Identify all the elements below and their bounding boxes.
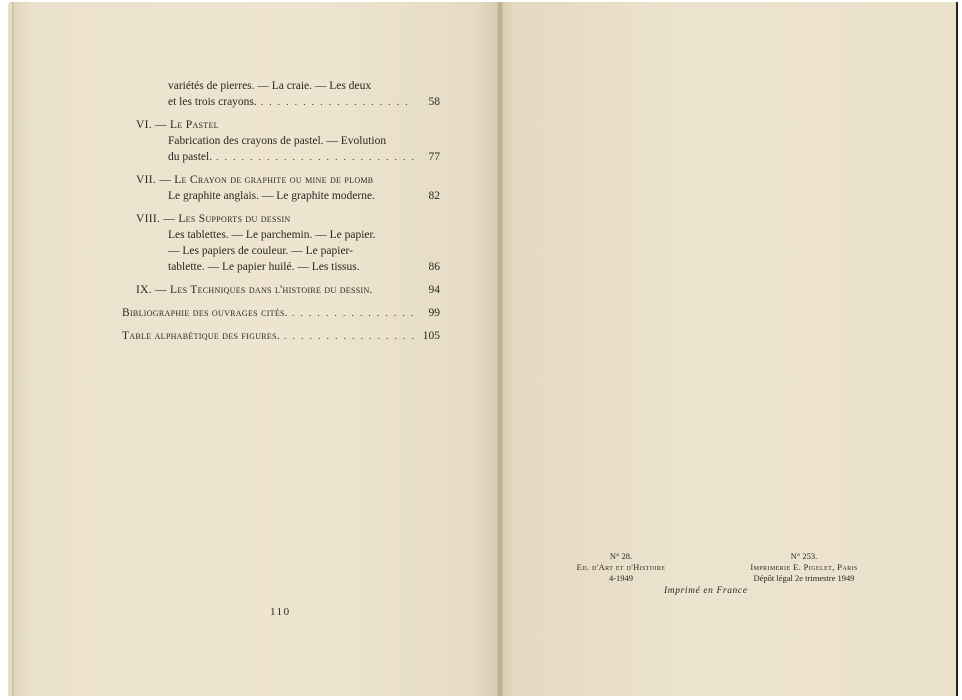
- toc-chapter-heading: VIII. — Les Supports du dessin: [136, 213, 291, 225]
- toc-line: Fabrication des crayons de pastel. — Evolution: [168, 135, 387, 147]
- toc-page-number: 82: [428, 190, 440, 202]
- toc-entry: [122, 328, 440, 344]
- toc-line: Le graphite anglais. — Le graphite moderne.: [168, 190, 375, 202]
- toc-chapter-heading: Table alphabétique des figures.: [122, 330, 281, 342]
- toc-entry: [122, 305, 440, 321]
- publisher-name: Ed. d'Art et d'Histoire: [576, 562, 666, 572]
- toc-chapter-heading: VII. — Le Crayon de graphite ou mine de plomb: [136, 174, 374, 186]
- printer-number: N° 253.: [790, 551, 818, 561]
- folio-page-number: 110: [270, 606, 291, 618]
- toc-chapter-heading: IX. — Les Techniques dans l'histoire du dessin.: [136, 284, 373, 296]
- series-number: N° 28.: [609, 551, 633, 561]
- toc-page-number: 77: [428, 151, 440, 163]
- toc-page-number: 58: [428, 96, 440, 108]
- toc-entry: [122, 78, 440, 110]
- dot-leader: [261, 94, 414, 110]
- toc-line: Les tablettes. — Le parchemin. — Le papier.: [168, 229, 376, 241]
- dot-leader: [292, 305, 414, 321]
- toc-entry: [122, 117, 440, 165]
- printer-colophon: [734, 551, 874, 584]
- toc-page-number: 99: [428, 307, 440, 319]
- toc-entry: [122, 172, 440, 204]
- publisher-colophon: [556, 551, 686, 584]
- toc-entry: [122, 211, 440, 275]
- toc-line: variétés de pierres. — La craie. — Les deux: [168, 80, 372, 92]
- printed-in-france: Imprimé en France: [664, 586, 748, 596]
- toc-entry: [122, 282, 440, 298]
- book-gutter: [497, 2, 503, 696]
- dot-leader: [216, 149, 414, 165]
- toc-page-number: 94: [428, 284, 440, 296]
- toc-chapter-heading: Bibliographie des ouvrages cités.: [122, 307, 288, 319]
- toc-page-number: 105: [422, 330, 440, 342]
- toc-line: du pastel.: [168, 151, 213, 163]
- table-of-contents: [122, 78, 440, 351]
- toc-line: tablette. — Le papier huilé. — Les tissus.: [168, 261, 360, 273]
- legal-deposit: Dépôt légal 2e trimestre 1949: [753, 573, 855, 583]
- toc-page-number: 86: [428, 261, 440, 273]
- dot-leader: [284, 328, 414, 344]
- publication-date: 4-1949: [608, 573, 634, 583]
- toc-chapter-heading: VI. — Le Pastel: [136, 119, 219, 131]
- printer-name: Imprimerie E. Pigelet, Paris: [750, 562, 858, 572]
- toc-line: et les trois crayons.: [168, 96, 257, 108]
- toc-line: — Les papiers de couleur. — Le papier-: [168, 245, 353, 257]
